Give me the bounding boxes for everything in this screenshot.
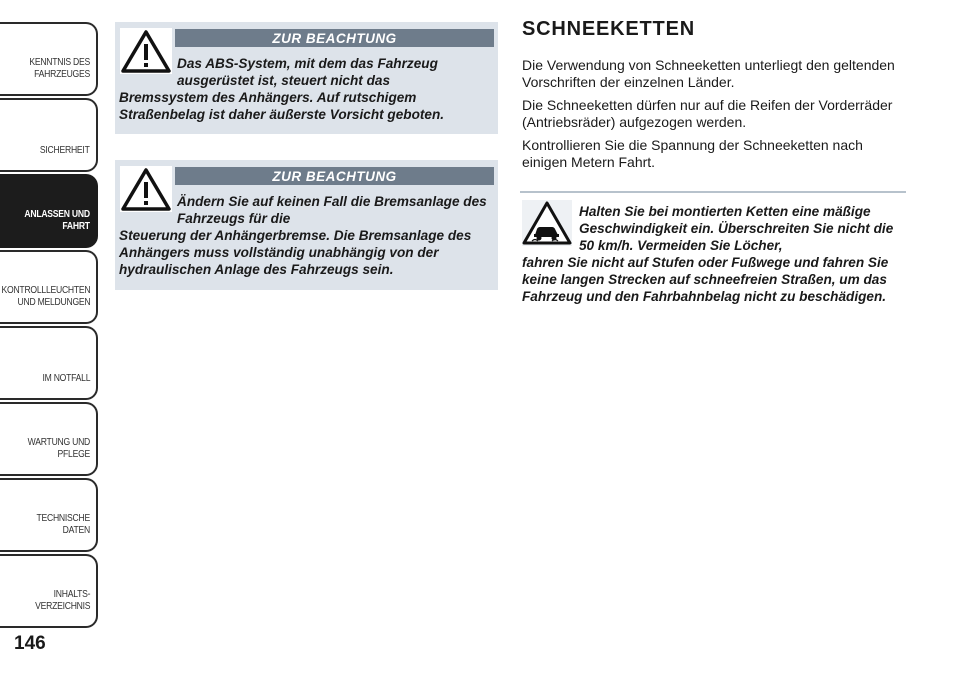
warning-text-abs: [119, 55, 497, 123]
warning-text-indented: Das ABS-System, mit dem das Fahrzeug ausgerüstet ist, steuert nicht das: [177, 56, 438, 88]
tab-label: INHALTS- VERZEICHNIS: [34, 588, 90, 612]
paragraph: Die Schneeketten dürfen nur auf die Reifen der Vorderräder (Antriebsräder) aufgezogen werden.: [522, 97, 893, 130]
paragraph: Kontrollieren Sie die Spannung der Schneeketten nach einigen Metern Fahrt.: [522, 137, 863, 170]
tab-anlassen-und-fahrt[interactable]: [0, 174, 98, 248]
page-number: 146: [14, 633, 46, 654]
warning-header: ZUR BEACHTUNG: [175, 29, 494, 47]
warning-text-indented: Ändern Sie auf keinen Fall die Bremsanlage des Fahrzeugs für die: [177, 194, 487, 226]
tab-label: KONTROLLLEUCHTEN UND MELDUNGEN: [1, 284, 90, 308]
note-text-snow-chains: [522, 203, 912, 305]
warning-text-rest: Bremssystem des Anhängers. Auf rutschigem Straßenbelag ist daher äußerste Vorsicht geboten.: [119, 90, 445, 122]
tab-label: WARTUNG UND PFLEGE: [27, 436, 90, 460]
note-text-indented: Halten Sie bei montierten Ketten eine mäßige Geschwindigkeit ein. Überschreiten Sie nicht die 50 km/h. Vermeiden Sie Löcher,: [579, 204, 894, 253]
section-title: SCHNEEKETTEN: [522, 18, 695, 40]
warning-header: ZUR BEACHTUNG: [175, 167, 494, 185]
note-divider: [520, 191, 906, 193]
tab-label: ANLASSEN UND FAHRT: [24, 208, 90, 232]
warning-text-rest: Steuerung der Anhängerbremse. Die Bremsanlage des Anhängers muss vollständig unabhängig von der hydraulischen Anlage des Fahrzeugs sein.: [119, 228, 472, 277]
tab-label: IM NOTFALL: [42, 372, 90, 384]
tab-wartung-und-pflege[interactable]: [0, 402, 98, 476]
tab-kenntnis-des-fahrzeuges[interactable]: [0, 22, 98, 96]
warning-text-brakes: [119, 193, 497, 278]
tab-label: TECHNISCHE DATEN: [36, 512, 90, 536]
note-text-rest: fahren Sie nicht auf Stufen oder Fußwege und fahren Sie keine langen Strecken auf schneefreien Straßen, um das Fahrzeug und den Fahrbahnbelag nicht zu beschädigen.: [522, 255, 889, 304]
tab-sicherheit[interactable]: [0, 98, 98, 172]
paragraph: Die Verwendung von Schneeketten unterliegt den geltenden Vorschriften der einzelnen Länder.: [522, 57, 895, 90]
tab-kontrollleuchten[interactable]: [0, 250, 98, 324]
tab-im-notfall[interactable]: [0, 326, 98, 400]
tab-inhaltsverzeichnis[interactable]: [0, 554, 98, 628]
tab-label: KENNTNIS DES FAHRZEUGES: [29, 56, 90, 80]
tab-technische-daten[interactable]: [0, 478, 98, 552]
tab-label: SICHERHEIT: [40, 144, 90, 156]
